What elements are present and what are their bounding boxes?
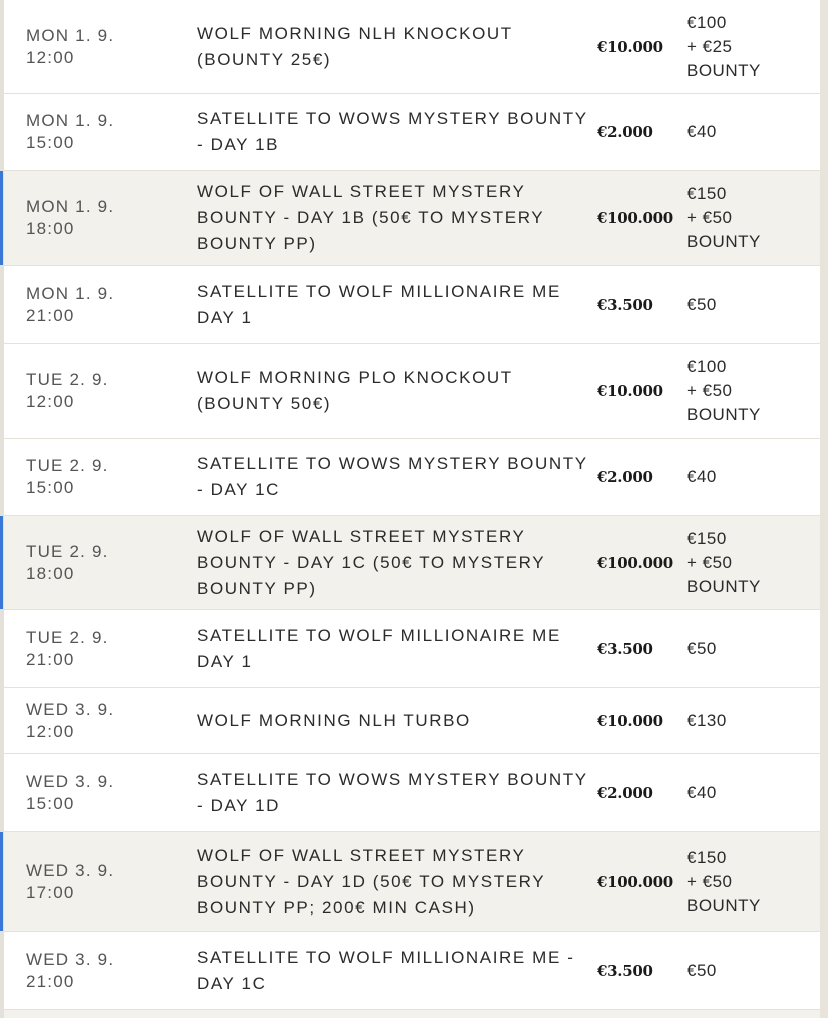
- buyin-cell: [687, 527, 820, 599]
- table-row[interactable]: [4, 94, 820, 171]
- time-text: 21:00: [26, 971, 75, 991]
- buyin-cell: [687, 709, 820, 733]
- date-time-cell: [4, 541, 197, 585]
- buyin-cell: [687, 959, 820, 983]
- guarantee-amount: €3.500: [597, 961, 653, 980]
- buyin-line: €150: [687, 184, 727, 203]
- tournament-name: SATELLITE TO WOWS MYSTERY BOUNTY - DAY 1D: [197, 769, 588, 815]
- buyin-cell: [687, 846, 820, 918]
- date-time-cell: [4, 627, 197, 671]
- date-text: TUE 2. 9.: [26, 627, 109, 647]
- table-row[interactable]: [4, 688, 820, 754]
- right-scroll-border: [820, 0, 828, 1018]
- buyin-line: + €50: [687, 208, 733, 227]
- tournament-name: WOLF OF WALL STREET MYSTERY BOUNTY - DAY 1C (50€ TO MYSTERY BOUNTY PP): [197, 526, 545, 598]
- buyin-cell: [687, 182, 820, 254]
- guarantee-amount: €2.000: [597, 123, 653, 141]
- table-row-featured[interactable]: [4, 516, 820, 610]
- guarantee-amount: €100.000: [597, 553, 673, 572]
- buyin-cell: [687, 355, 820, 427]
- time-text: 15:00: [26, 793, 75, 813]
- time-text: 12:00: [26, 47, 75, 67]
- tournament-name: SATELLITE TO WOLF MILLIONAIRE ME - DAY 1C: [197, 947, 575, 993]
- tournament-name: WOLF OF WALL STREET MYSTERY BOUNTY - DAY 1B (50€ TO MYSTERY BOUNTY PP): [197, 182, 544, 253]
- date-time-cell: [4, 949, 197, 993]
- table-row[interactable]: [4, 754, 820, 832]
- buyin-cell: [687, 781, 820, 805]
- date-time-cell: [4, 860, 197, 904]
- buyin-line: + €50: [687, 871, 733, 891]
- date-time-cell: [4, 283, 197, 327]
- table-row[interactable]: [4, 439, 820, 516]
- tournament-name: SATELLITE TO WOWS MYSTERY BOUNTY - DAY 1B: [197, 109, 588, 154]
- buyin-line: BOUNTY: [687, 895, 761, 915]
- guarantee-amount: €10.000: [597, 37, 663, 56]
- date-time-cell: [4, 110, 197, 154]
- buyin-line: BOUNTY: [687, 405, 761, 424]
- buyin-line: + €50: [687, 552, 733, 572]
- table-row-featured[interactable]: [4, 171, 820, 266]
- buyin-line: €130: [687, 710, 727, 730]
- time-text: 12:00: [26, 721, 75, 741]
- guarantee-amount: €10.000: [597, 711, 663, 730]
- buyin-line: + €50: [687, 381, 733, 400]
- date-text: WED 3. 9.: [26, 860, 115, 880]
- buyin-cell: [687, 11, 820, 83]
- date-text: TUE 2. 9.: [26, 541, 109, 561]
- guarantee-amount: €3.500: [597, 295, 653, 314]
- tournament-name: WOLF MORNING NLH KNOCKOUT (BOUNTY 25€): [197, 23, 513, 69]
- date-text: MON 1. 9.: [26, 197, 115, 216]
- guarantee-amount: €3.500: [597, 639, 653, 658]
- tournament-name: SATELLITE TO WOWS MYSTERY BOUNTY - DAY 1C: [197, 454, 588, 499]
- buyin-line: €50: [687, 294, 717, 314]
- table-row[interactable]: [4, 610, 820, 688]
- buyin-line: €150: [687, 528, 727, 548]
- date-text: TUE 2. 9.: [26, 370, 109, 389]
- table-row[interactable]: [4, 266, 820, 344]
- guarantee-amount: €100.000: [597, 872, 673, 891]
- date-time-cell: [4, 25, 197, 69]
- tournament-name: WOLF MORNING PLO KNOCKOUT (BOUNTY 50€): [197, 368, 513, 413]
- date-time-cell: [4, 369, 197, 413]
- date-time-cell: [4, 771, 197, 815]
- buyin-line: €50: [687, 960, 717, 980]
- date-text: WED 3. 9.: [26, 771, 115, 791]
- tournament-name: SATELLITE TO WOLF MILLIONAIRE ME DAY 1: [197, 625, 561, 671]
- next-row-partial: [4, 1010, 820, 1018]
- date-time-cell: [4, 455, 197, 499]
- guarantee-amount: €10.000: [597, 382, 663, 400]
- buyin-line: + €25: [687, 36, 733, 56]
- buyin-cell: [687, 637, 820, 661]
- buyin-line: €40: [687, 467, 717, 486]
- buyin-cell: [687, 465, 820, 489]
- date-time-cell: [4, 196, 197, 240]
- guarantee-amount: €2.000: [597, 783, 653, 802]
- buyin-line: €100: [687, 357, 727, 376]
- table-row[interactable]: [4, 932, 820, 1010]
- date-text: WED 3. 9.: [26, 699, 115, 719]
- time-text: 15:00: [26, 133, 75, 152]
- time-text: 21:00: [26, 649, 75, 669]
- tournament-name: WOLF OF WALL STREET MYSTERY BOUNTY - DAY 1D (50€ TO MYSTERY BOUNTY PP; 200€ MIN CASH): [197, 845, 545, 917]
- buyin-cell: [687, 293, 820, 317]
- buyin-cell: [687, 120, 820, 144]
- date-text: TUE 2. 9.: [26, 456, 109, 475]
- buyin-line: €150: [687, 847, 727, 867]
- table-row[interactable]: [4, 0, 820, 94]
- buyin-line: BOUNTY: [687, 60, 761, 80]
- time-text: 17:00: [26, 882, 75, 902]
- buyin-line: €100: [687, 12, 727, 32]
- buyin-line: BOUNTY: [687, 576, 761, 596]
- buyin-line: €50: [687, 638, 717, 658]
- table-row[interactable]: [4, 344, 820, 439]
- time-text: 15:00: [26, 478, 75, 497]
- buyin-line: BOUNTY: [687, 232, 761, 251]
- time-text: 18:00: [26, 563, 75, 583]
- time-text: 18:00: [26, 219, 75, 238]
- guarantee-amount: €100.000: [597, 209, 673, 227]
- date-text: WED 3. 9.: [26, 949, 115, 969]
- table-row-featured[interactable]: [4, 832, 820, 932]
- tournament-name: WOLF MORNING NLH TURBO: [197, 710, 471, 730]
- time-text: 21:00: [26, 305, 75, 325]
- guarantee-amount: €2.000: [597, 468, 653, 486]
- date-time-cell: [4, 699, 197, 743]
- date-text: MON 1. 9.: [26, 25, 115, 45]
- tournament-name: SATELLITE TO WOLF MILLIONAIRE ME DAY 1: [197, 281, 561, 327]
- buyin-line: €40: [687, 122, 717, 141]
- time-text: 12:00: [26, 392, 75, 411]
- date-text: MON 1. 9.: [26, 283, 115, 303]
- buyin-line: €40: [687, 782, 717, 802]
- tournament-schedule-table: [4, 0, 820, 1010]
- date-text: MON 1. 9.: [26, 111, 115, 130]
